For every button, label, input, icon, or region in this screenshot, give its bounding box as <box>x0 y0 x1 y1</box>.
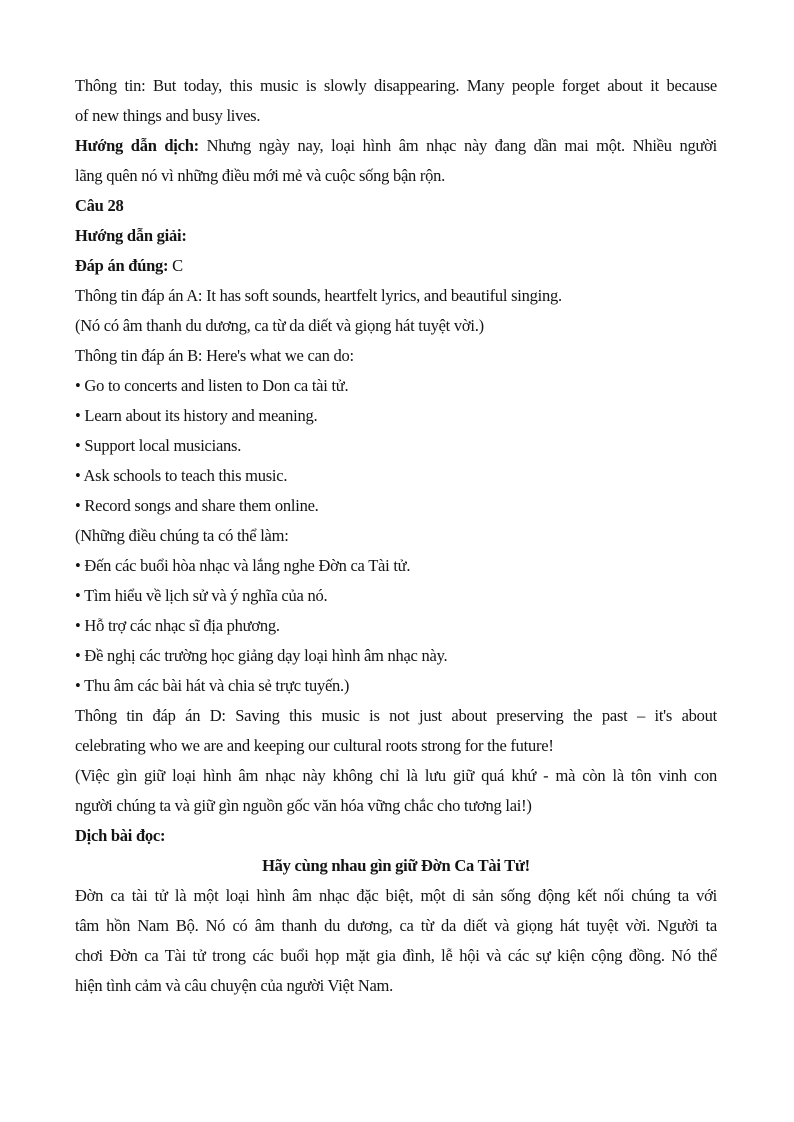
body-text: tâm hồn Nam Bộ. Nó có âm thanh du dương, ca từ da diết và giọng hát tuyệt vời. Người ta <box>75 916 717 935</box>
page-content <box>75 71 717 1001</box>
text-line <box>75 341 717 371</box>
text-line <box>75 101 717 131</box>
text-line <box>75 761 717 791</box>
paragraph-dich-bai-doc-label <box>75 821 717 851</box>
paragraph-thong-tin-dap-an-d <box>75 701 717 761</box>
body-text: hiện tình cảm và câu chuyện của người Việt Nam. <box>75 976 394 995</box>
bullet-line <box>75 431 717 461</box>
paragraph-reading-title <box>75 851 717 881</box>
text-line <box>75 221 717 251</box>
text-line <box>75 971 717 1001</box>
bold-text: Đáp án đúng: <box>75 256 169 275</box>
paragraph-dich-dap-an-b-mo-ngoac <box>75 521 717 551</box>
paragraph-bullet-en-4 <box>75 461 717 491</box>
bullet-line <box>75 371 717 401</box>
body-text: • Go to concerts and listen to Don ca tài tử. <box>75 376 349 395</box>
paragraph-thong-tin-dap-an-a <box>75 281 717 311</box>
text-line <box>75 941 717 971</box>
body-text: • Tìm hiểu về lịch sử và ý nghĩa của nó. <box>75 586 328 605</box>
paragraph-cau-28-label <box>75 191 717 221</box>
body-text: • Record songs and share them online. <box>75 496 319 515</box>
bullet-line <box>75 641 717 671</box>
bullet-line <box>75 491 717 521</box>
body-text: Thông tin đáp án D: Saving this music is not just about preserving the past – it's about <box>75 706 717 725</box>
bullet-line <box>75 581 717 611</box>
bullet-line <box>75 671 717 701</box>
text-line <box>75 911 717 941</box>
paragraph-bullet-vi-1 <box>75 551 717 581</box>
paragraph-bullet-vi-4 <box>75 641 717 671</box>
body-text: • Đề nghị các trường học giảng dạy loại hình âm nhạc này. <box>75 646 448 665</box>
text-line <box>75 731 717 761</box>
body-text: (Nó có âm thanh du dương, ca từ da diết và giọng hát tuyệt vời.) <box>75 316 484 335</box>
text-line <box>75 191 717 221</box>
body-text: C <box>168 256 183 275</box>
bullet-line <box>75 611 717 641</box>
text-line <box>75 881 717 911</box>
paragraph-bullet-vi-2 <box>75 581 717 611</box>
body-text: Thông tin đáp án A: It has soft sounds, heartfelt lyrics, and beautiful singing. <box>75 286 562 305</box>
paragraph-thong-tin-cau-truoc <box>75 71 717 131</box>
paragraph-bullet-vi-3 <box>75 611 717 641</box>
paragraph-bullet-vi-5 <box>75 671 717 701</box>
text-line <box>75 281 717 311</box>
body-text: Thông tin đáp án B: Here's what we can do: <box>75 346 354 365</box>
text-line <box>75 521 717 551</box>
body-text: • Ask schools to teach this music. <box>75 466 288 485</box>
bold-text: Hãy cùng nhau gìn giữ Đờn Ca Tài Tử! <box>262 856 530 875</box>
paragraph-bullet-en-1 <box>75 371 717 401</box>
body-text: • Learn about its history and meaning. <box>75 406 318 425</box>
paragraph-dap-an-dung <box>75 251 717 281</box>
bullet-line <box>75 551 717 581</box>
text-line <box>75 791 717 821</box>
paragraph-reading-body <box>75 881 717 1001</box>
reading-title-line <box>75 851 717 881</box>
paragraph-dich-dap-an-a <box>75 311 717 341</box>
paragraph-huong-dan-dich <box>75 131 717 191</box>
paragraph-thong-tin-dap-an-b <box>75 341 717 371</box>
bold-text: Câu 28 <box>75 196 124 215</box>
body-text: (Việc gìn giữ loại hình âm nhạc này không chỉ là lưu giữ quá khứ - mà còn là tôn vinh con <box>75 766 717 785</box>
body-text: • Support local musicians. <box>75 436 242 455</box>
bold-text: Hướng dẫn dịch: <box>75 136 199 155</box>
bullet-line <box>75 461 717 491</box>
body-text: Đờn ca tài tử là một loại hình âm nhạc đặc biệt, một di sản sống động kết nối chúng ta với <box>75 886 717 905</box>
body-text: • Hỗ trợ các nhạc sĩ địa phương. <box>75 616 280 635</box>
bold-text: Hướng dẫn giải: <box>75 226 187 245</box>
paragraph-bullet-en-5 <box>75 491 717 521</box>
body-text: lãng quên nó vì những điều mới mẻ và cuộc sống bận rộn. <box>75 166 446 185</box>
body-text: of new things and busy lives. <box>75 106 261 125</box>
body-text: Thông tin: But today, this music is slowly disappearing. Many people forget about it because <box>75 76 717 95</box>
text-line <box>75 311 717 341</box>
body-text: chơi Đờn ca Tài tử trong các buổi họp mặt gia đình, lễ hội và các sự kiện cộng đồng. Nó thể <box>75 946 717 965</box>
body-text: Nhưng ngày nay, loại hình âm nhạc này đang dần mai một. Nhiều người <box>198 136 717 155</box>
text-line <box>75 131 717 161</box>
paragraph-huong-dan-giai-label <box>75 221 717 251</box>
body-text: (Những điều chúng ta có thể làm: <box>75 526 289 545</box>
text-line <box>75 161 717 191</box>
bold-text: Dịch bài đọc: <box>75 826 166 845</box>
text-line <box>75 821 717 851</box>
body-text: celebrating who we are and keeping our cultural roots strong for the future! <box>75 736 554 755</box>
bullet-line <box>75 401 717 431</box>
paragraph-bullet-en-2 <box>75 401 717 431</box>
text-line <box>75 701 717 731</box>
text-line <box>75 251 717 281</box>
body-text: người chúng ta và giữ gìn nguồn gốc văn hóa vững chắc cho tương lai!) <box>75 796 532 815</box>
body-text: • Thu âm các bài hát và chia sẻ trực tuyến.) <box>75 676 350 695</box>
paragraph-dich-dap-an-d <box>75 761 717 821</box>
body-text: • Đến các buổi hòa nhạc và lắng nghe Đờn ca Tài tử. <box>75 556 411 575</box>
paragraph-bullet-en-3 <box>75 431 717 461</box>
text-line <box>75 71 717 101</box>
